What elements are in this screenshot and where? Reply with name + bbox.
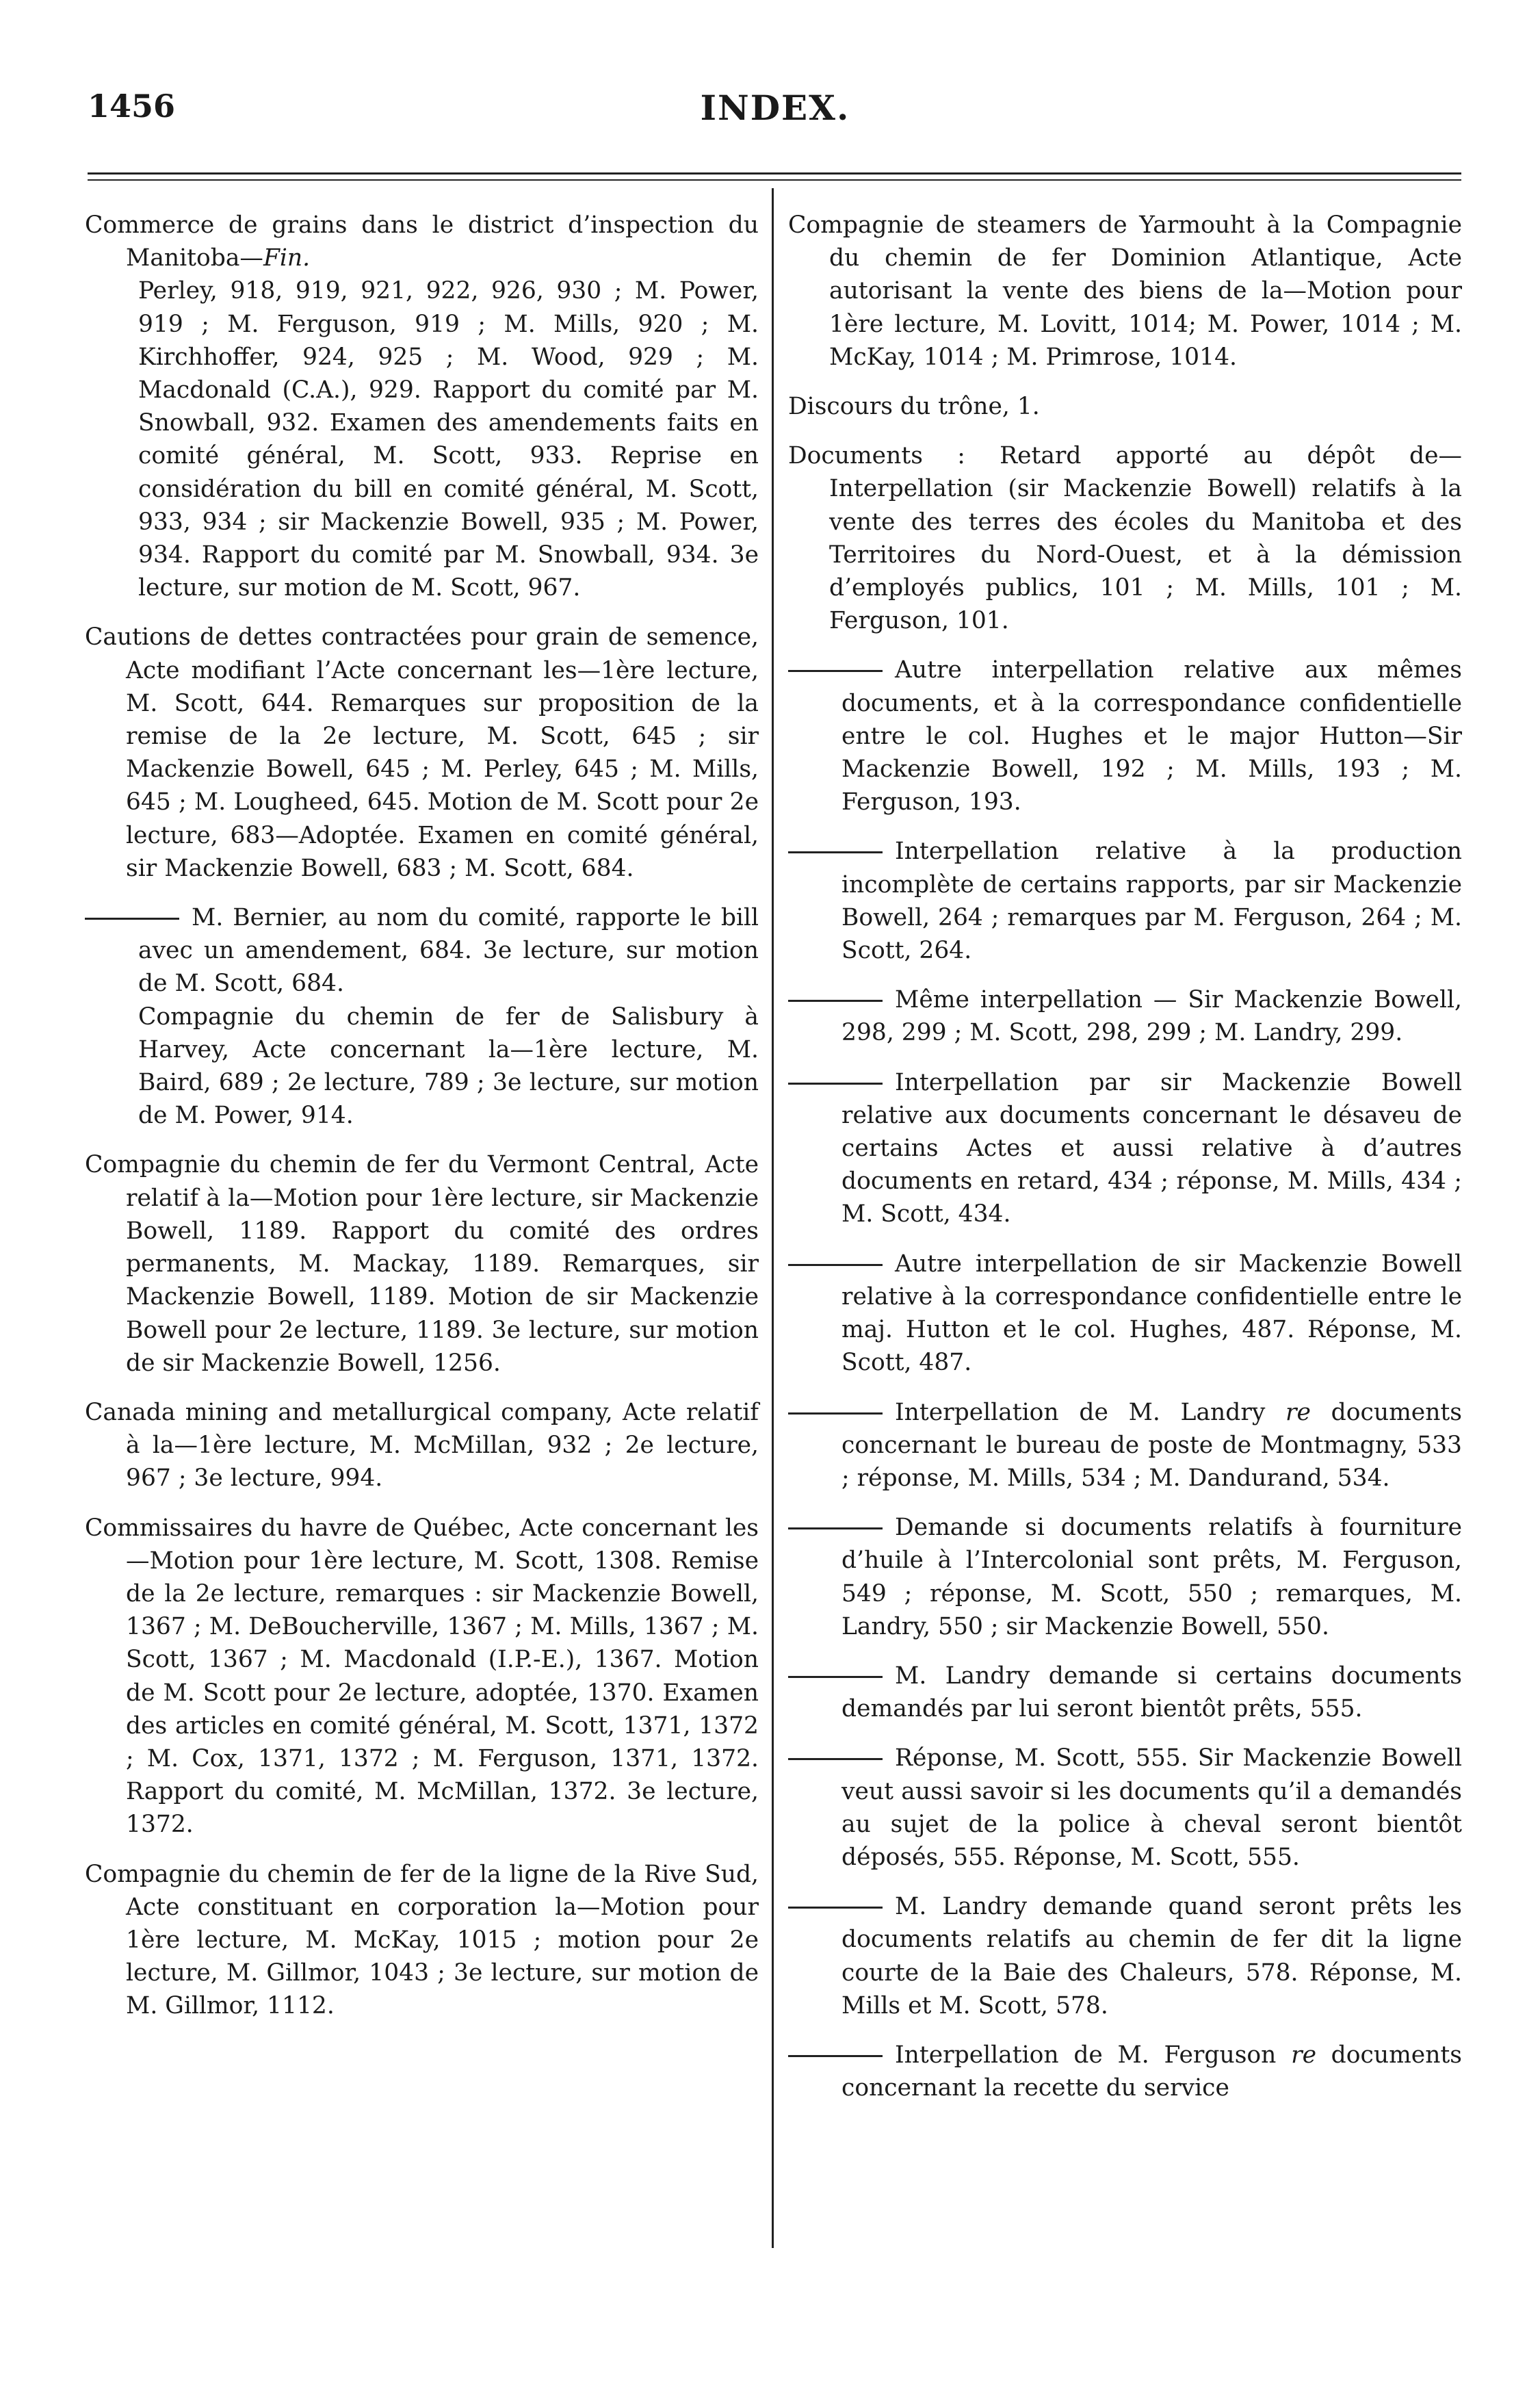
page-number: 1456: [88, 88, 176, 125]
sub-entry-text: M. Bernier, au nom du comité, rapporte le bill avec un amendement, 684. 3e lecture, sur motion de M. Scott, 684.: [138, 904, 759, 998]
sub-entry: [788, 2039, 1462, 2104]
index-entry: Compagnie du chemin de fer de Salisbury à Harvey, Acte concernant la—1ère lecture, M. Baird, 689 ; 2e lecture, 789 ; 3e lecture, sur motion de M. Power, 914.: [138, 1003, 759, 1130]
right-column: [788, 209, 1462, 2104]
re-italic: re: [1291, 2041, 1316, 2069]
dash-rule: [788, 670, 883, 672]
index-entry: Compagnie du chemin de fer de la ligne de la Rive Sud, Acte constituant en corporation la—Motion pour 1ère lecture, M. McKay, 1015 ; motion pour 2e lecture, M. Gillmor, 1043 ; 3e lecture, sur motion de M. Gillmor, 1112.: [85, 1860, 759, 2020]
sub-entry-text: M. Landry demande quand seront prêts les documents relatifs au chemin de fer dit la ligne courte de la Baie des Chaleurs, 578. Réponse, M. Mills et M. Scott, 578.: [841, 1893, 1462, 2019]
sub-entry: [788, 1511, 1462, 1643]
sub-entry: [788, 983, 1462, 1049]
sub-entry: [788, 1742, 1462, 1874]
header-rule: [88, 172, 1461, 175]
entry-heading-fin: Fin.: [263, 244, 311, 272]
sub-entry-text: Interpellation par sir Mackenzie Bowell relative aux documents concernant le désaveu de certains Actes et aussi relative à d’autres documents en retard, 434 ; réponse, M. Mills, 434 ; M. Scott, 434.: [841, 1068, 1462, 1228]
sub-entry-text: documents concernant la recette du service: [841, 2041, 1462, 2102]
entry-heading: Commerce de grains dans le district d’inspection du Manitoba—: [85, 211, 759, 272]
sub-entry-text: Autre interpellation de sir Mackenzie Bowell relative à la correspondance confidentielle entre le maj. Hutton et le col. Hughes, 487. Réponse, M. Scott, 487.: [841, 1250, 1462, 1377]
entry-body: Perley, 918, 919, 921, 922, 926, 930 ; M. Power, 919 ; M. Ferguson, 919 ; M. Mills, 920 ; M. Kirchhoffer, 924, 925 ; M. Wood, 929 ; M. Macdonald (C.A.), 929. Rapport du comité par M. Snowball, 932. Examen des amendements faits en comité général, M. Scott, 933. Reprise en considération du bill en comité général, M. Scott, 933, 934 ; sir Mackenzie Bowell, 935 ; M. Power, 934. Rapport du comité par M. Snowball, 934. 3e lecture, sur motion de M. Scott, 967.: [138, 277, 759, 602]
index-entry: Discours du trône, 1.: [788, 393, 1040, 421]
sub-entry: [788, 835, 1462, 967]
index-entry: Documents : Retard apporté au dépôt de—Interpellation (sir Mackenzie Bowell) relatifs à la vente des terres des écoles du Manitoba et des Territoires du Nord-Ouest, et à la démission d’employés publics, 101 ; M. Mills, 101 ; M. Ferguson, 101.: [788, 442, 1462, 635]
left-column: [85, 209, 759, 2039]
sub-entry-text: Interpellation de M. Landry: [895, 1398, 1286, 1426]
index-entry: Compagnie de steamers de Yarmouht à la Compagnie du chemin de fer Dominion Atlantique, Acte autorisant la vente des biens de la—Motion pour 1ère lecture, M. Lovitt, 1014; M. Power, 1014 ; M. McKay, 1014 ; M. Primrose, 1014.: [788, 211, 1462, 371]
header-rule-thin: [88, 179, 1461, 181]
sub-entry-text: Interpellation de M. Ferguson: [895, 2041, 1292, 2069]
dash-rule: [788, 851, 883, 853]
sub-entry: [788, 1396, 1462, 1495]
sub-entry-text: Même interpellation — Sir Mackenzie Bowell, 298, 299 ; M. Scott, 298, 299 ; M. Landry, 299.: [841, 986, 1462, 1047]
running-head: INDEX.: [700, 88, 850, 128]
dash-rule: [788, 2055, 883, 2057]
column-divider: [772, 188, 774, 2248]
sub-entry-text: M. Landry demande si certains documents demandés par lui seront bientôt prêts, 555.: [841, 1662, 1462, 1723]
sub-entry: [788, 1066, 1462, 1231]
dash-rule: [788, 1000, 883, 1002]
sub-entry-text: documents concernant le bureau de poste de Montmagny, 533 ; réponse, M. Mills, 534 ; M. Dandurand, 534.: [841, 1398, 1462, 1492]
index-entry: Commissaires du havre de Québec, Acte concernant les—Motion pour 1ère lecture, M. Scott, 1308. Remise de la 2e lecture, remarques : sir Mackenzie Bowell, 1367 ; M. DeBoucherville, 1367 ; M. Mills, 1367 ; M. Scott, 1367 ; M. Macdonald (I.P.-E.), 1367. Motion de M. Scott pour 2e lecture, adoptée, 1370. Examen des articles en comité général, M. Scott, 1371, 1372 ; M. Cox, 1371, 1372 ; M. Ferguson, 1371, 1372. Rapport du comité, M. McMillan, 1372. 3e lecture, 1372.: [85, 1514, 759, 1839]
dash-rule: [85, 918, 179, 920]
index-entry: Compagnie du chemin de fer du Vermont Central, Acte relatif à la—Motion pour 1ère lecture, sir Mackenzie Bowell, 1189. Rapport du comité des ordres permanents, M. Mackay, 1189. Remarques, sir Mackenzie Bowell, 1189. Motion de sir Mackenzie Bowell pour 2e lecture, 1189. 3e lecture, sur motion de sir Mackenzie Bowell, 1256.: [85, 1151, 759, 1377]
sub-entry: [85, 901, 759, 1000]
sub-entry-text: Réponse, M. Scott, 555. Sir Mackenzie Bowell veut aussi savoir si les documents qu’il a demandés au sujet de la police à cheval seront bientôt déposés, 555. Réponse, M. Scott, 555.: [841, 1744, 1462, 1871]
sub-entry: [788, 1890, 1462, 2022]
dash-rule: [788, 1527, 883, 1529]
sub-entry-text: Autre interpellation relative aux mêmes documents, et à la correspondance confidentielle entre le col. Hughes et le major Hutton—Sir Mackenzie Bowell, 192 ; M. Mills, 193 ; M. Ferguson, 193.: [841, 656, 1462, 816]
re-italic: re: [1285, 1398, 1311, 1426]
sub-entry-text: Demande si documents relatifs à fourniture d’huile à l’Intercolonial sont prêts, M. Ferguson, 549 ; réponse, M. Scott, 550 ; remarques, M. Landry, 550 ; sir Mackenzie Bowell, 550.: [841, 1514, 1462, 1640]
sub-entry: [788, 654, 1462, 818]
dash-rule: [788, 1758, 883, 1760]
dash-rule: [788, 1676, 883, 1678]
sub-entry: [788, 1248, 1462, 1380]
dash-rule: [788, 1083, 883, 1085]
index-entry: Cautions de dettes contractées pour grain de semence, Acte modifiant l’Acte concernant les—1ère lecture, M. Scott, 644. Remarques sur proposition de la remise de la 2e lecture, M. Scott, 645 ; sir Mackenzie Bowell, 645 ; M. Perley, 645 ; M. Mills, 645 ; M. Lougheed, 645. Motion de M. Scott pour 2e lecture, 683—Adoptée. Examen en comité général, sir Mackenzie Bowell, 683 ; M. Scott, 684.: [85, 623, 759, 882]
sub-entry-text: Interpellation relative à la production incomplète de certains rapports, par sir Mackenzie Bowell, 264 ; remarques par M. Ferguson, 264 ; M. Scott, 264.: [841, 838, 1462, 965]
sub-entry: [788, 1660, 1462, 1725]
index-entry: [85, 209, 759, 604]
dash-rule: [788, 1412, 883, 1415]
dash-rule: [788, 1264, 883, 1266]
page-header: [88, 88, 1463, 142]
dash-rule: [788, 1907, 883, 1909]
index-entry: Canada mining and metallurgical company, Acte relatif à la—1ère lecture, M. McMillan, 932 ; 2e lecture, 967 ; 3e lecture, 994.: [85, 1398, 759, 1493]
